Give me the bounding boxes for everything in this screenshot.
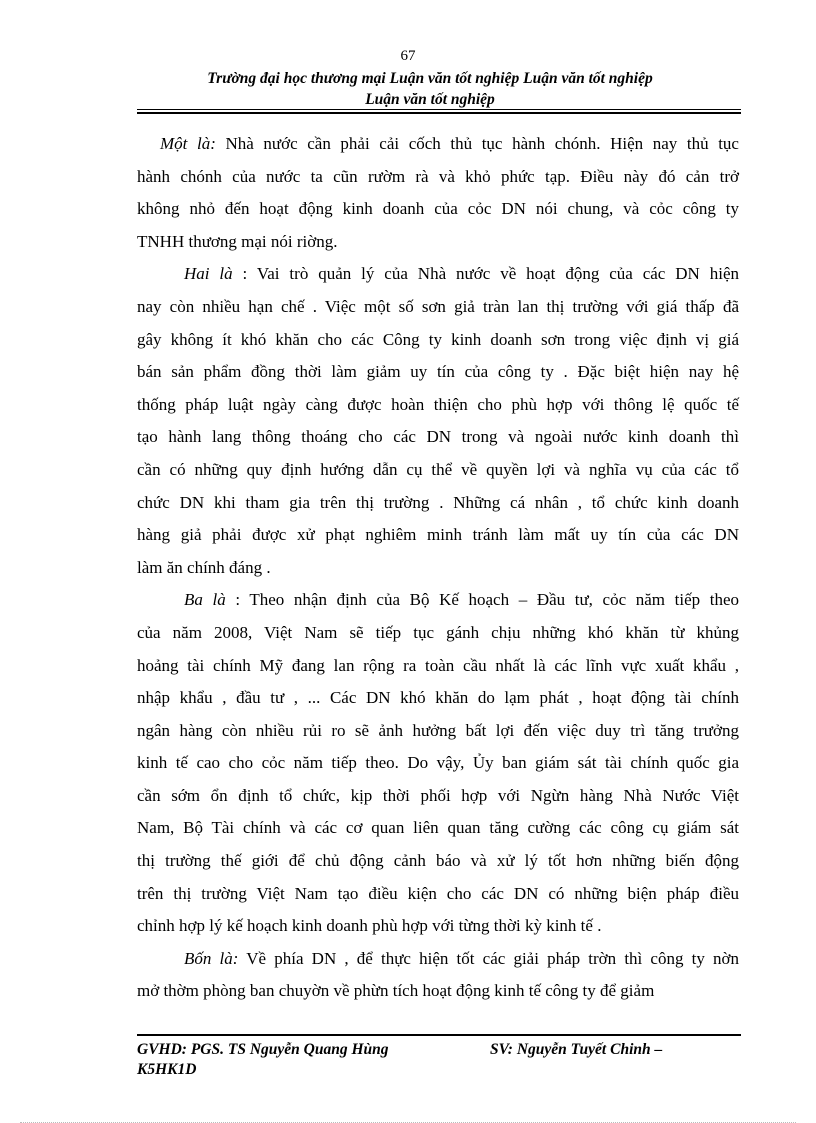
- paragraph-line: [137, 258, 739, 291]
- paragraph-line: Nam, Bộ Tài chính và các cơ quan liên quan tăng cường các công cụ giám sát: [137, 818, 739, 838]
- footer-rule: [137, 1034, 741, 1036]
- paragraph-line: tạo hành lang thông thoáng cho các DN trong và ngoài nước kinh doanh thì: [137, 427, 739, 447]
- paragraph-line: hàng giả phải được xử phạt nghiêm minh tránh làm mất uy tín của các DN: [137, 525, 739, 545]
- paragraph-line: nhập khẩu , đầu tư , ... Các DN khó khăn do lạm phát , hoạt động tài chính: [137, 688, 739, 708]
- paragraph-line: của năm 2008, Việt Nam sẽ tiếp tục gánh chịu những khó khăn từ khủng: [137, 622, 739, 642]
- paragraph-line: không nhỏ đến hoạt động kinh doanh của cỏc DN nói chung, và cỏc công ty: [137, 199, 739, 219]
- footer-class-code: K5HK1D: [137, 1061, 197, 1078]
- paragraph: [137, 943, 739, 1008]
- header-rule-thick: [137, 112, 741, 114]
- paragraph: [137, 128, 739, 258]
- paragraph-text: Nhà nước cần phải cải cốch thủ tục hành chónh. Hiện nay thủ tục: [215, 134, 739, 153]
- paragraph: [137, 258, 739, 584]
- paragraph-line: [137, 128, 739, 161]
- paragraph-line: [137, 584, 739, 617]
- paragraph-line: bán sản phẩm đồng thời làm giảm uy tín của công ty . Đặc biệt hiện nay hệ: [137, 362, 739, 382]
- paragraph-line: thống pháp luật ngày càng được hoàn thiện cho phù hợp với thông lệ quốc tế: [137, 394, 739, 414]
- page-number: 67: [400, 48, 416, 64]
- paragraph-line: kinh tế cao cho cỏc năm tiếp theo. Do vậy, Ủy ban giám sát tài chính quốc gia: [137, 753, 739, 773]
- header-rule-thin: [137, 109, 741, 110]
- paragraph-line: ngân hàng còn nhiều rủi ro sẽ ảnh hưởng bất lợi đến việc duy trì tăng trưởng: [137, 720, 739, 740]
- paragraph-text: Về phía DN , để thực hiện tốt các giải pháp trờn thì công ty nờn: [238, 948, 739, 968]
- header-title-line-1: Trường đại học thương mại Luận văn tốt nghiệp Luận văn tốt nghiệp: [207, 70, 653, 87]
- header-title: [120, 68, 740, 110]
- paragraph-line: hành chónh của nước ta cũn rườm rà và khỏ phức tạp. Điều này đó cản trở: [137, 166, 739, 186]
- paragraph-text: : Vai trò quản lý của Nhà nước về hoạt động của các DN hiện: [232, 264, 739, 284]
- footer-advisor: GVHD: PGS. TS Nguyễn Quang Hùng: [137, 1041, 389, 1058]
- paragraph-line: chức DN khi tham gia trên thị trường . Những cá nhân , tổ chức kinh doanh: [137, 492, 739, 512]
- paragraph-line: hoảng tài chính Mỹ đang lan rộng ra toàn cầu nhất là các lĩnh vực xuất khẩu ,: [137, 655, 739, 675]
- paragraph-text: : Theo nhận định của Bộ Kế hoạch – Đầu tư, cỏc năm tiếp theo: [225, 590, 740, 610]
- paragraph-line: [137, 943, 739, 976]
- paragraph-line: làm ăn chính đáng .: [137, 557, 271, 577]
- paragraph-line: cần có những quy định hướng dẫn cụ thể về quyền lợi và nghĩa vụ của các tổ: [137, 459, 739, 479]
- paragraph-lead: Hai là: [184, 264, 233, 284]
- paragraph-lead: Bốn là:: [184, 948, 239, 968]
- paragraph: [137, 584, 739, 943]
- paragraph-line: mở thờm phòng ban chuyờn về phừn tích hoạt động kinh tế công ty để giảm: [137, 981, 655, 1001]
- paragraph-line: TNHH thương mại nói riờng.: [137, 231, 338, 251]
- paragraph-lead: Một là:: [160, 134, 216, 153]
- paragraph-line: nay còn nhiều hạn chế . Việc một số sơn giả tràn lan thị trường với giá thấp đã: [137, 296, 739, 316]
- paragraph-line: cần sớm ổn định tổ chức, kịp thời phối hợp với Ngừn hàng Nhà Nước Việt: [137, 785, 739, 805]
- paragraph-line: chỉnh hợp lý kế hoạch kinh doanh phù hợp với từng thời kỳ kinh tế .: [137, 916, 602, 936]
- paragraph-line: gây không ít khó khăn cho các Công ty kinh doanh sơn trong việc định vị giá: [137, 329, 739, 349]
- paragraph-lead: Ba là: [184, 590, 226, 610]
- document-body: [137, 128, 739, 1008]
- footer-student: SV: Nguyễn Tuyết Chinh –: [490, 1041, 663, 1058]
- paragraph-line: trên thị trường Việt Nam tạo điều kiện cho các DN có những biện pháp điều: [137, 883, 739, 903]
- paragraph-line: thị trường thế giới để chủ động cảnh báo và xử lý tốt hơn những biến động: [137, 851, 739, 871]
- header-title-line-2: Luận văn tốt nghiệp: [365, 91, 495, 108]
